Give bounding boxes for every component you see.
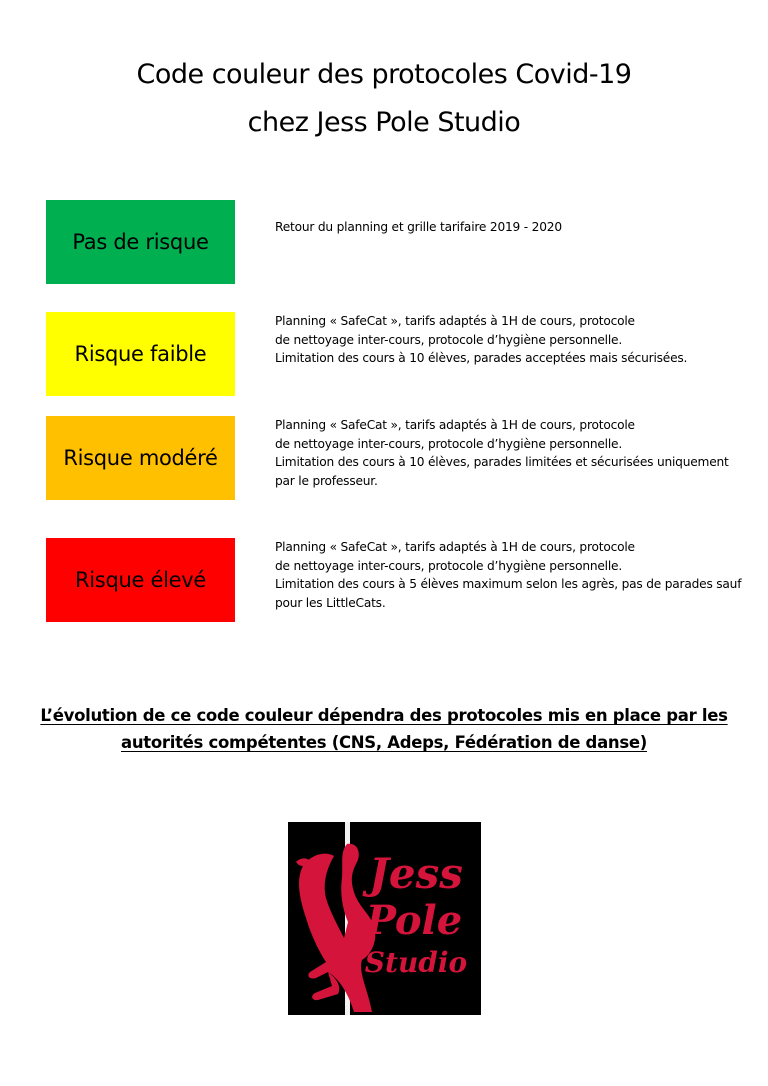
risk-level-label: Risque élevé	[74, 568, 207, 592]
evolution-note	[0, 702, 768, 756]
logo-word-jess: Jess	[369, 849, 463, 898]
risk-level-label: Risque faible	[74, 342, 207, 366]
risk-level-description-none	[275, 218, 745, 237]
description-line: de nettoyage inter-cours, protocole d’hygiène personnelle.	[275, 436, 623, 451]
evolution-note-line-2: autorités compétentes (CNS, Adeps, Fédération de danse)	[120, 733, 648, 752]
page-title-line-1: Code couleur des protocoles Covid-19	[136, 59, 632, 90]
description-line: de nettoyage inter-cours, protocole d’hygiène personnelle.	[275, 558, 623, 573]
description-line: Retour du planning et grille tarifaire 2019 - 2020	[275, 220, 562, 234]
description-line: Limitation des cours à 10 élèves, parades acceptées mais sécurisées.	[275, 351, 688, 366]
logo-graphic	[288, 822, 481, 1015]
logo-word-studio: Studio	[364, 946, 468, 979]
logo-dancer	[296, 844, 375, 1012]
logo-word-pole: Pole	[365, 897, 463, 944]
risk-level-box-none	[46, 200, 235, 284]
description-line: par le professeur.	[275, 473, 378, 488]
risk-level-description-high	[275, 538, 745, 612]
description-line: Planning « SafeCat », tarifs adaptés à 1H de cours, protocole	[275, 314, 635, 328]
risk-level-description-low	[275, 312, 745, 368]
description-line: Limitation des cours à 10 élèves, parades limitées et sécurisées uniquement	[275, 455, 729, 470]
risk-level-box-moderate	[46, 416, 235, 500]
description-line: de nettoyage inter-cours, protocole d’hygiène personnelle.	[275, 332, 623, 347]
risk-level-box-low	[46, 312, 235, 396]
risk-level-label: Pas de risque	[72, 230, 209, 254]
description-line: Planning « SafeCat », tarifs adaptés à 1H de cours, protocole	[275, 418, 635, 432]
risk-level-box-high	[46, 538, 235, 622]
description-line: Limitation des cours à 5 élèves maximum selon les agrès, pas de parades sauf	[275, 577, 742, 592]
risk-level-label: Risque modéré	[63, 446, 218, 470]
risk-level-description-moderate	[275, 416, 745, 490]
jess-pole-studio-logo	[288, 822, 481, 1015]
description-line: pour les LittleCats.	[275, 595, 386, 610]
page-title-line-2: chez Jess Pole Studio	[247, 107, 521, 138]
evolution-note-line-1: L’évolution de ce code couleur dépendra des protocoles mis en place par les	[40, 706, 728, 725]
description-line: Planning « SafeCat », tarifs adaptés à 1H de cours, protocole	[275, 540, 635, 554]
